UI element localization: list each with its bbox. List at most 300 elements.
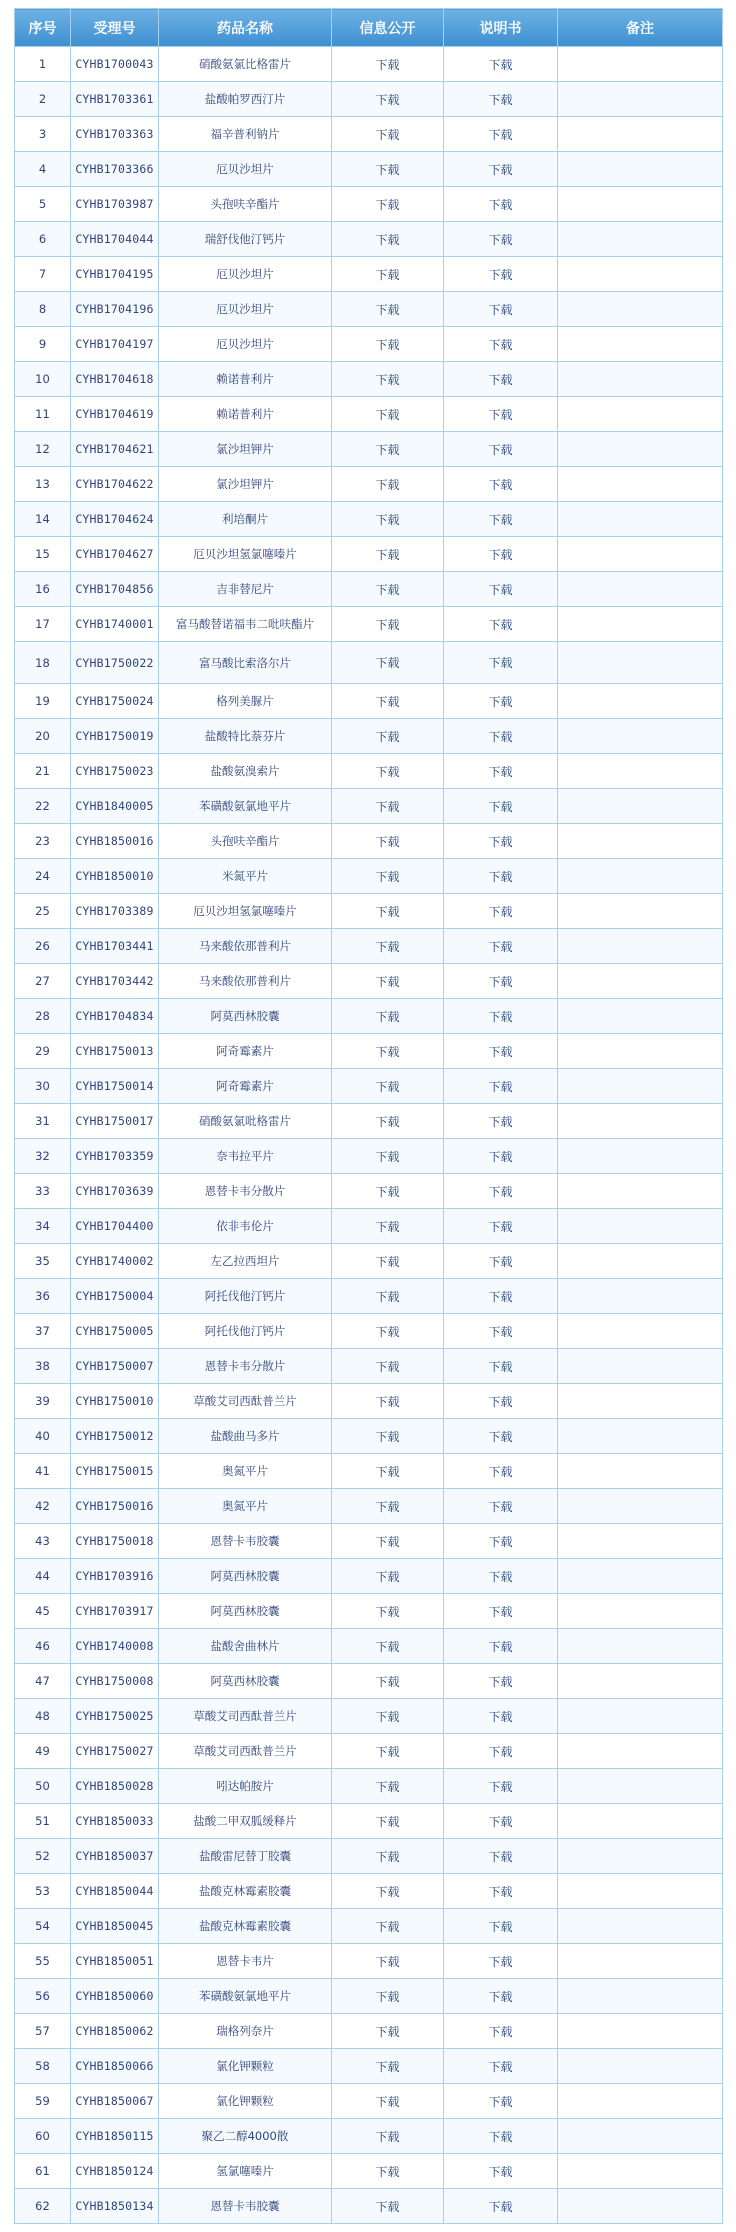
instructions-download-link[interactable]: 下载 bbox=[488, 939, 513, 954]
row-number: 59 bbox=[15, 2084, 71, 2119]
instructions-cell bbox=[444, 82, 558, 117]
info-disclosure-cell bbox=[332, 1069, 444, 1104]
drug-name: 富马酸替诺福韦二吡呋酯片 bbox=[159, 607, 332, 642]
acceptance-number: CYHB1750016 bbox=[71, 1489, 159, 1524]
instructions-download-link[interactable]: 下载 bbox=[488, 2024, 513, 2039]
instructions-download-link[interactable]: 下载 bbox=[488, 232, 513, 247]
acceptance-number: CYHB1750007 bbox=[71, 1349, 159, 1384]
table-row bbox=[15, 2119, 723, 2154]
info-disclosure-cell bbox=[332, 397, 444, 432]
instructions-cell bbox=[444, 1419, 558, 1454]
remarks-cell bbox=[558, 1454, 723, 1489]
instructions-cell bbox=[444, 572, 558, 607]
info-disclosure-download-link[interactable]: 下载 bbox=[375, 1219, 400, 1234]
table-row bbox=[15, 824, 723, 859]
info-disclosure-download-link[interactable]: 下载 bbox=[375, 337, 400, 352]
row-number: 58 bbox=[15, 2049, 71, 2084]
row-number: 3 bbox=[15, 117, 71, 152]
info-disclosure-cell bbox=[332, 257, 444, 292]
row-number: 21 bbox=[15, 754, 71, 789]
instructions-download-link[interactable]: 下载 bbox=[488, 1079, 513, 1094]
remarks-cell bbox=[558, 1209, 723, 1244]
remarks-cell bbox=[558, 397, 723, 432]
acceptance-number: CYHB1703366 bbox=[71, 152, 159, 187]
table-row bbox=[15, 859, 723, 894]
row-number: 38 bbox=[15, 1349, 71, 1384]
instructions-cell bbox=[444, 1244, 558, 1279]
info-disclosure-download-link[interactable]: 下载 bbox=[375, 1569, 400, 1584]
info-disclosure-download-link[interactable]: 下载 bbox=[375, 1534, 400, 1549]
acceptance-number: CYHB1703441 bbox=[71, 929, 159, 964]
info-disclosure-download-link[interactable]: 下载 bbox=[375, 1254, 400, 1269]
row-number: 1 bbox=[15, 47, 71, 82]
info-disclosure-cell bbox=[332, 1209, 444, 1244]
remarks-cell bbox=[558, 1139, 723, 1174]
remarks-cell bbox=[558, 327, 723, 362]
drug-name: 阿莫西林胶囊 bbox=[159, 1664, 332, 1699]
instructions-download-link[interactable]: 下载 bbox=[488, 1289, 513, 1304]
drug-name: 硝酸氨氯吡格雷片 bbox=[159, 1104, 332, 1139]
remarks-cell bbox=[558, 859, 723, 894]
instructions-download-link[interactable]: 下载 bbox=[488, 302, 513, 317]
acceptance-number: CYHB1703361 bbox=[71, 82, 159, 117]
instructions-download-link[interactable]: 下载 bbox=[488, 267, 513, 282]
instructions-download-link[interactable]: 下载 bbox=[488, 162, 513, 177]
remarks-cell bbox=[558, 257, 723, 292]
acceptance-number: CYHB1850010 bbox=[71, 859, 159, 894]
info-disclosure-download-link[interactable]: 下载 bbox=[375, 477, 400, 492]
info-disclosure-cell bbox=[332, 1839, 444, 1874]
info-disclosure-download-link[interactable]: 下载 bbox=[375, 302, 400, 317]
info-disclosure-download-link[interactable]: 下载 bbox=[375, 267, 400, 282]
info-disclosure-cell bbox=[332, 1804, 444, 1839]
instructions-download-link[interactable]: 下载 bbox=[488, 799, 513, 814]
info-disclosure-download-link[interactable]: 下载 bbox=[375, 372, 400, 387]
instructions-download-link[interactable]: 下载 bbox=[488, 904, 513, 919]
info-disclosure-download-link[interactable]: 下载 bbox=[375, 1464, 400, 1479]
remarks-cell bbox=[558, 1979, 723, 2014]
info-disclosure-cell bbox=[332, 964, 444, 999]
row-number: 6 bbox=[15, 222, 71, 257]
row-number: 52 bbox=[15, 1839, 71, 1874]
header-acceptance-no: 受理号 bbox=[71, 9, 159, 47]
table-row bbox=[15, 1069, 723, 1104]
row-number: 45 bbox=[15, 1594, 71, 1629]
instructions-cell bbox=[444, 362, 558, 397]
info-disclosure-download-link[interactable]: 下载 bbox=[375, 1324, 400, 1339]
row-number: 26 bbox=[15, 929, 71, 964]
drug-name: 瑞格列奈片 bbox=[159, 2014, 332, 2049]
info-disclosure-download-link[interactable]: 下载 bbox=[375, 407, 400, 422]
info-disclosure-download-link[interactable]: 下载 bbox=[375, 1639, 400, 1654]
drug-name: 阿莫西林胶囊 bbox=[159, 1559, 332, 1594]
table-row bbox=[15, 607, 723, 642]
acceptance-number: CYHB1704627 bbox=[71, 537, 159, 572]
header-drug-name: 药品名称 bbox=[159, 9, 332, 47]
instructions-cell bbox=[444, 257, 558, 292]
info-disclosure-download-link[interactable]: 下载 bbox=[375, 869, 400, 884]
info-disclosure-download-link[interactable]: 下载 bbox=[375, 1044, 400, 1059]
info-disclosure-download-link[interactable]: 下载 bbox=[375, 127, 400, 142]
table-row bbox=[15, 1489, 723, 1524]
instructions-download-link[interactable]: 下载 bbox=[488, 1674, 513, 1689]
instructions-cell bbox=[444, 894, 558, 929]
remarks-cell bbox=[558, 117, 723, 152]
instructions-download-link[interactable]: 下载 bbox=[488, 1919, 513, 1934]
instructions-cell bbox=[444, 117, 558, 152]
info-disclosure-cell bbox=[332, 222, 444, 257]
info-disclosure-download-link[interactable]: 下载 bbox=[375, 2164, 400, 2179]
instructions-download-link[interactable]: 下载 bbox=[488, 1044, 513, 1059]
table-row bbox=[15, 1244, 723, 1279]
info-disclosure-cell bbox=[332, 999, 444, 1034]
info-disclosure-download-link[interactable]: 下载 bbox=[375, 974, 400, 989]
acceptance-number: CYHB1703917 bbox=[71, 1594, 159, 1629]
info-disclosure-cell bbox=[332, 1034, 444, 1069]
info-disclosure-cell bbox=[332, 1559, 444, 1594]
acceptance-number: CYHB1703389 bbox=[71, 894, 159, 929]
remarks-cell bbox=[558, 1034, 723, 1069]
info-disclosure-cell bbox=[332, 1874, 444, 1909]
instructions-download-link[interactable]: 下载 bbox=[488, 1219, 513, 1234]
info-disclosure-cell bbox=[332, 117, 444, 152]
instructions-download-link[interactable]: 下载 bbox=[488, 1324, 513, 1339]
instructions-download-link[interactable]: 下载 bbox=[488, 1709, 513, 1724]
row-number: 31 bbox=[15, 1104, 71, 1139]
instructions-download-link[interactable]: 下载 bbox=[488, 512, 513, 527]
acceptance-number: CYHB1850033 bbox=[71, 1804, 159, 1839]
instructions-cell bbox=[444, 1279, 558, 1314]
info-disclosure-download-link[interactable]: 下载 bbox=[375, 547, 400, 562]
instructions-cell bbox=[444, 929, 558, 964]
instructions-download-link[interactable]: 下载 bbox=[488, 1429, 513, 1444]
remarks-cell bbox=[558, 1524, 723, 1559]
row-number: 10 bbox=[15, 362, 71, 397]
instructions-download-link[interactable]: 下载 bbox=[488, 2059, 513, 2074]
info-disclosure-download-link[interactable]: 下载 bbox=[375, 2094, 400, 2109]
table-row bbox=[15, 1769, 723, 1804]
info-disclosure-download-link[interactable]: 下载 bbox=[375, 1394, 400, 1409]
info-disclosure-download-link[interactable]: 下载 bbox=[375, 1779, 400, 1794]
instructions-download-link[interactable]: 下载 bbox=[488, 1744, 513, 1759]
drug-name: 利培酮片 bbox=[159, 502, 332, 537]
table-row bbox=[15, 2154, 723, 2189]
row-number: 39 bbox=[15, 1384, 71, 1419]
row-number: 23 bbox=[15, 824, 71, 859]
drug-name: 恩替卡韦分散片 bbox=[159, 1349, 332, 1384]
instructions-download-link[interactable]: 下载 bbox=[488, 1989, 513, 2004]
instructions-cell bbox=[444, 1699, 558, 1734]
instructions-download-link[interactable]: 下载 bbox=[488, 407, 513, 422]
row-number: 8 bbox=[15, 292, 71, 327]
info-disclosure-cell bbox=[332, 572, 444, 607]
table-row bbox=[15, 964, 723, 999]
drug-name: 草酸艾司西酞普兰片 bbox=[159, 1384, 332, 1419]
info-disclosure-download-link[interactable]: 下载 bbox=[375, 197, 400, 212]
info-disclosure-cell bbox=[332, 1524, 444, 1559]
acceptance-number: CYHB1704622 bbox=[71, 467, 159, 502]
info-disclosure-download-link[interactable]: 下载 bbox=[375, 92, 400, 107]
drug-name: 恩替卡韦胶囊 bbox=[159, 2189, 332, 2224]
info-disclosure-cell bbox=[332, 1664, 444, 1699]
info-disclosure-cell bbox=[332, 1279, 444, 1314]
instructions-download-link[interactable]: 下载 bbox=[488, 547, 513, 562]
info-disclosure-download-link[interactable]: 下载 bbox=[375, 1079, 400, 1094]
info-disclosure-download-link[interactable]: 下载 bbox=[375, 162, 400, 177]
table-row bbox=[15, 187, 723, 222]
instructions-download-link[interactable]: 下载 bbox=[488, 1394, 513, 1409]
info-disclosure-cell bbox=[332, 789, 444, 824]
instructions-download-link[interactable]: 下载 bbox=[488, 1849, 513, 1864]
remarks-cell bbox=[558, 1174, 723, 1209]
info-disclosure-download-link[interactable]: 下载 bbox=[375, 764, 400, 779]
instructions-cell bbox=[444, 2049, 558, 2084]
info-disclosure-download-link[interactable]: 下载 bbox=[375, 939, 400, 954]
acceptance-number: CYHB1850115 bbox=[71, 2119, 159, 2154]
drug-name: 盐酸舍曲林片 bbox=[159, 1629, 332, 1664]
instructions-download-link[interactable]: 下载 bbox=[488, 582, 513, 597]
remarks-cell bbox=[558, 1244, 723, 1279]
table-row bbox=[15, 1839, 723, 1874]
instructions-download-link[interactable]: 下载 bbox=[488, 477, 513, 492]
table-header-row bbox=[15, 9, 723, 47]
info-disclosure-download-link[interactable]: 下载 bbox=[375, 1849, 400, 1864]
info-disclosure-cell bbox=[332, 2049, 444, 2084]
drug-name: 头孢呋辛酯片 bbox=[159, 824, 332, 859]
instructions-cell bbox=[444, 327, 558, 362]
acceptance-number: CYHB1703987 bbox=[71, 187, 159, 222]
instructions-download-link[interactable]: 下载 bbox=[488, 57, 513, 72]
instructions-download-link[interactable]: 下载 bbox=[488, 1639, 513, 1654]
instructions-download-link[interactable]: 下载 bbox=[488, 1604, 513, 1619]
table-row bbox=[15, 1349, 723, 1384]
instructions-download-link[interactable]: 下载 bbox=[488, 869, 513, 884]
info-disclosure-download-link[interactable]: 下载 bbox=[375, 1359, 400, 1374]
info-disclosure-cell bbox=[332, 894, 444, 929]
info-disclosure-download-link[interactable]: 下载 bbox=[375, 2199, 400, 2214]
info-disclosure-download-link[interactable]: 下载 bbox=[375, 694, 400, 709]
info-disclosure-cell bbox=[332, 187, 444, 222]
info-disclosure-download-link[interactable]: 下载 bbox=[375, 1884, 400, 1899]
acceptance-number: CYHB1750013 bbox=[71, 1034, 159, 1069]
remarks-cell bbox=[558, 2084, 723, 2119]
instructions-download-link[interactable]: 下载 bbox=[488, 1814, 513, 1829]
drug-name: 赖诺普利片 bbox=[159, 362, 332, 397]
info-disclosure-cell bbox=[332, 1314, 444, 1349]
info-disclosure-download-link[interactable]: 下载 bbox=[375, 799, 400, 814]
instructions-download-link[interactable]: 下载 bbox=[488, 617, 513, 632]
instructions-cell bbox=[444, 1909, 558, 1944]
drug-name: 奥氮平片 bbox=[159, 1454, 332, 1489]
instructions-cell bbox=[444, 1944, 558, 1979]
acceptance-number: CYHB1704195 bbox=[71, 257, 159, 292]
instructions-download-link[interactable]: 下载 bbox=[488, 974, 513, 989]
info-disclosure-download-link[interactable]: 下载 bbox=[375, 1499, 400, 1514]
instructions-download-link[interactable]: 下载 bbox=[488, 2129, 513, 2144]
remarks-cell bbox=[558, 1874, 723, 1909]
acceptance-number: CYHB1750005 bbox=[71, 1314, 159, 1349]
acceptance-number: CYHB1850066 bbox=[71, 2049, 159, 2084]
table-row bbox=[15, 789, 723, 824]
instructions-cell bbox=[444, 1174, 558, 1209]
instructions-download-link[interactable]: 下载 bbox=[488, 1184, 513, 1199]
acceptance-number: CYHB1850016 bbox=[71, 824, 159, 859]
instructions-download-link[interactable]: 下载 bbox=[488, 694, 513, 709]
table-row bbox=[15, 1979, 723, 2014]
row-number: 34 bbox=[15, 1209, 71, 1244]
drug-name: 硝酸氨氯比格雷片 bbox=[159, 47, 332, 82]
instructions-download-link[interactable]: 下载 bbox=[488, 729, 513, 744]
instructions-download-link[interactable]: 下载 bbox=[488, 1534, 513, 1549]
instructions-download-link[interactable]: 下载 bbox=[488, 834, 513, 849]
instructions-cell bbox=[444, 222, 558, 257]
instructions-download-link[interactable]: 下载 bbox=[488, 2094, 513, 2109]
remarks-cell bbox=[558, 1734, 723, 1769]
table-row bbox=[15, 1314, 723, 1349]
acceptance-number: CYHB1750004 bbox=[71, 1279, 159, 1314]
info-disclosure-download-link[interactable]: 下载 bbox=[375, 2024, 400, 2039]
drug-name: 厄贝沙坦片 bbox=[159, 292, 332, 327]
table-row bbox=[15, 684, 723, 719]
info-disclosure-download-link[interactable]: 下载 bbox=[375, 1114, 400, 1129]
instructions-download-link[interactable]: 下载 bbox=[488, 92, 513, 107]
info-disclosure-cell bbox=[332, 1734, 444, 1769]
info-disclosure-download-link[interactable]: 下载 bbox=[375, 1744, 400, 1759]
info-disclosure-download-link[interactable]: 下载 bbox=[375, 2129, 400, 2144]
acceptance-number: CYHB1704197 bbox=[71, 327, 159, 362]
info-disclosure-cell bbox=[332, 1594, 444, 1629]
info-disclosure-cell bbox=[332, 684, 444, 719]
instructions-download-link[interactable]: 下载 bbox=[488, 1954, 513, 1969]
info-disclosure-download-link[interactable]: 下载 bbox=[375, 1674, 400, 1689]
info-disclosure-download-link[interactable]: 下载 bbox=[375, 1009, 400, 1024]
header-remarks: 备注 bbox=[558, 9, 723, 47]
drug-name: 厄贝沙坦片 bbox=[159, 152, 332, 187]
instructions-download-link[interactable]: 下载 bbox=[488, 337, 513, 352]
instructions-cell bbox=[444, 2154, 558, 2189]
drug-name: 马来酸依那普利片 bbox=[159, 929, 332, 964]
acceptance-number: CYHB1850062 bbox=[71, 2014, 159, 2049]
instructions-cell bbox=[444, 432, 558, 467]
instructions-cell bbox=[444, 1104, 558, 1139]
info-disclosure-download-link[interactable]: 下载 bbox=[375, 1604, 400, 1619]
row-number: 17 bbox=[15, 607, 71, 642]
instructions-download-link[interactable]: 下载 bbox=[488, 1464, 513, 1479]
table-row bbox=[15, 1909, 723, 1944]
instructions-cell bbox=[444, 1874, 558, 1909]
info-disclosure-cell bbox=[332, 754, 444, 789]
row-number: 56 bbox=[15, 1979, 71, 2014]
row-number: 46 bbox=[15, 1629, 71, 1664]
acceptance-number: CYHB1704834 bbox=[71, 999, 159, 1034]
info-disclosure-cell bbox=[332, 2189, 444, 2224]
instructions-download-link[interactable]: 下载 bbox=[488, 764, 513, 779]
instructions-download-link[interactable]: 下载 bbox=[488, 1114, 513, 1129]
row-number: 13 bbox=[15, 467, 71, 502]
info-disclosure-cell bbox=[332, 1699, 444, 1734]
remarks-cell bbox=[558, 1104, 723, 1139]
instructions-download-link[interactable]: 下载 bbox=[488, 442, 513, 457]
row-number: 25 bbox=[15, 894, 71, 929]
info-disclosure-download-link[interactable]: 下载 bbox=[375, 1814, 400, 1829]
info-disclosure-download-link[interactable]: 下载 bbox=[375, 1709, 400, 1724]
acceptance-number: CYHB1740008 bbox=[71, 1629, 159, 1664]
info-disclosure-download-link[interactable]: 下载 bbox=[375, 582, 400, 597]
info-disclosure-download-link[interactable]: 下载 bbox=[375, 1149, 400, 1164]
info-disclosure-download-link[interactable]: 下载 bbox=[375, 1919, 400, 1934]
info-disclosure-download-link[interactable]: 下载 bbox=[375, 1289, 400, 1304]
drug-name: 盐酸克林霉素胶囊 bbox=[159, 1909, 332, 1944]
table-row bbox=[15, 642, 723, 684]
remarks-cell bbox=[558, 1314, 723, 1349]
instructions-download-link[interactable]: 下载 bbox=[488, 372, 513, 387]
remarks-cell bbox=[558, 222, 723, 257]
instructions-cell bbox=[444, 719, 558, 754]
instructions-cell bbox=[444, 47, 558, 82]
drug-name: 盐酸二甲双胍缓释片 bbox=[159, 1804, 332, 1839]
info-disclosure-download-link[interactable]: 下载 bbox=[375, 1954, 400, 1969]
table-row bbox=[15, 1734, 723, 1769]
acceptance-number: CYHB1750024 bbox=[71, 684, 159, 719]
info-disclosure-download-link[interactable]: 下载 bbox=[375, 2059, 400, 2074]
drug-name: 赖诺普利片 bbox=[159, 397, 332, 432]
instructions-download-link[interactable]: 下载 bbox=[488, 1499, 513, 1514]
info-disclosure-download-link[interactable]: 下载 bbox=[375, 232, 400, 247]
instructions-cell bbox=[444, 1979, 558, 2014]
instructions-download-link[interactable]: 下载 bbox=[488, 2199, 513, 2214]
instructions-download-link[interactable]: 下载 bbox=[488, 1254, 513, 1269]
instructions-download-link[interactable]: 下载 bbox=[488, 1149, 513, 1164]
instructions-download-link[interactable]: 下载 bbox=[488, 2164, 513, 2179]
instructions-download-link[interactable]: 下载 bbox=[488, 656, 513, 670]
info-disclosure-cell bbox=[332, 1244, 444, 1279]
info-disclosure-download-link[interactable]: 下载 bbox=[375, 512, 400, 527]
info-disclosure-download-link[interactable]: 下载 bbox=[375, 1989, 400, 2004]
instructions-download-link[interactable]: 下载 bbox=[488, 1779, 513, 1794]
row-number: 24 bbox=[15, 859, 71, 894]
drug-name: 马来酸依那普利片 bbox=[159, 964, 332, 999]
instructions-cell bbox=[444, 964, 558, 999]
info-disclosure-download-link[interactable]: 下载 bbox=[375, 1184, 400, 1199]
info-disclosure-download-link[interactable]: 下载 bbox=[375, 729, 400, 744]
row-number: 18 bbox=[15, 642, 71, 684]
instructions-download-link[interactable]: 下载 bbox=[488, 1359, 513, 1374]
info-disclosure-download-link[interactable]: 下载 bbox=[375, 617, 400, 632]
table-row bbox=[15, 47, 723, 82]
info-disclosure-download-link[interactable]: 下载 bbox=[375, 57, 400, 72]
info-disclosure-download-link[interactable]: 下载 bbox=[375, 904, 400, 919]
instructions-download-link[interactable]: 下载 bbox=[488, 197, 513, 212]
table-row bbox=[15, 1874, 723, 1909]
remarks-cell bbox=[558, 292, 723, 327]
instructions-download-link[interactable]: 下载 bbox=[488, 1884, 513, 1899]
instructions-download-link[interactable]: 下载 bbox=[488, 127, 513, 142]
info-disclosure-download-link[interactable]: 下载 bbox=[375, 442, 400, 457]
table-row bbox=[15, 999, 723, 1034]
row-number: 57 bbox=[15, 2014, 71, 2049]
instructions-download-link[interactable]: 下载 bbox=[488, 1009, 513, 1024]
info-disclosure-download-link[interactable]: 下载 bbox=[375, 1429, 400, 1444]
info-disclosure-cell bbox=[332, 537, 444, 572]
instructions-download-link[interactable]: 下载 bbox=[488, 1569, 513, 1584]
row-number: 33 bbox=[15, 1174, 71, 1209]
remarks-cell bbox=[558, 607, 723, 642]
table-row bbox=[15, 222, 723, 257]
table-row bbox=[15, 1944, 723, 1979]
info-disclosure-download-link[interactable]: 下载 bbox=[375, 834, 400, 849]
info-disclosure-download-link[interactable]: 下载 bbox=[375, 656, 400, 670]
remarks-cell bbox=[558, 789, 723, 824]
